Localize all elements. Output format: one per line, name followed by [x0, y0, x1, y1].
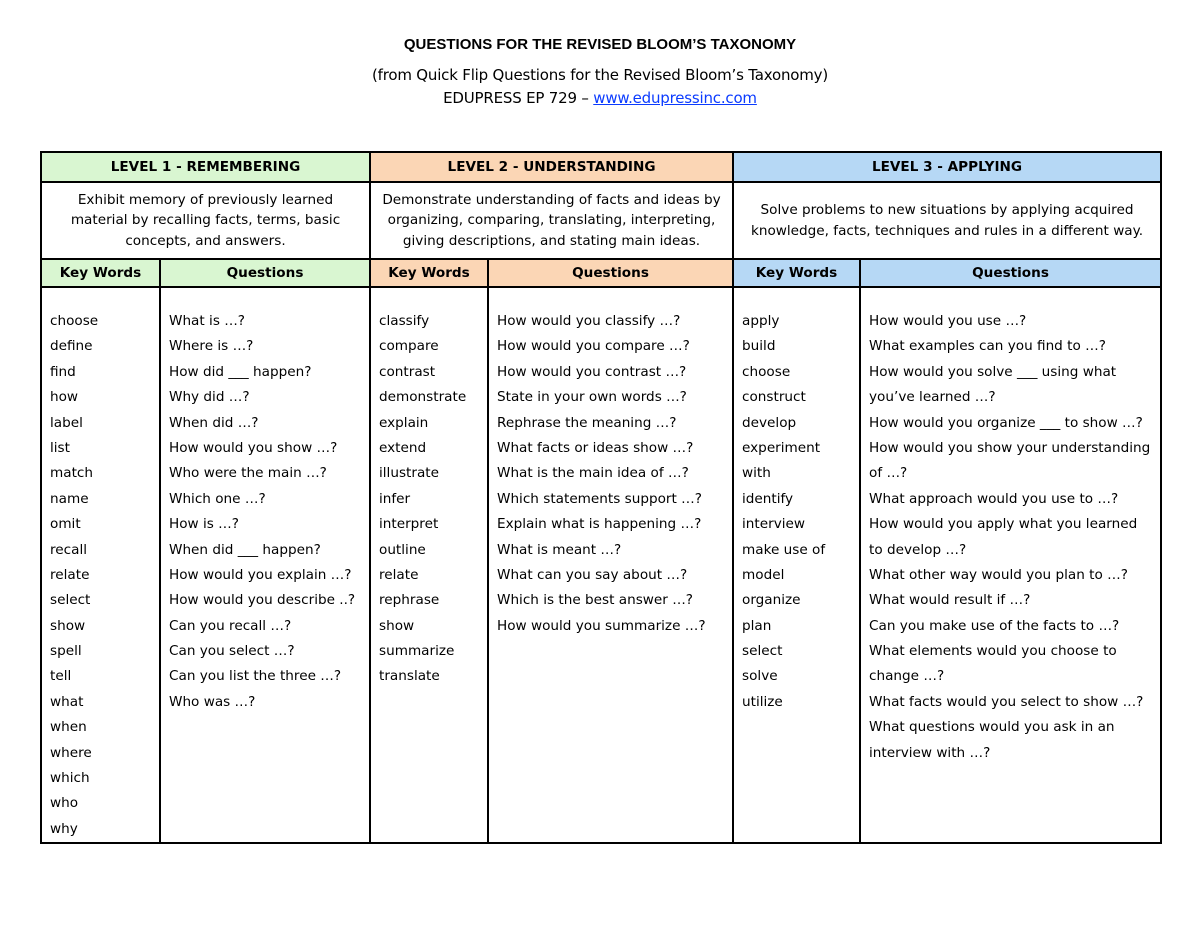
- key-word: solve: [742, 668, 778, 685]
- key-word: which: [50, 770, 90, 787]
- key-word: make use of: [742, 541, 826, 558]
- question: Which is the best answer …?: [497, 592, 694, 609]
- page-title: QUESTIONS FOR THE REVISED BLOOM’S TAXONOMY: [403, 36, 797, 53]
- key-word: summarize: [379, 643, 455, 660]
- key-word: tell: [50, 668, 72, 685]
- key-word: match: [50, 465, 93, 482]
- key-word: construct: [742, 389, 806, 406]
- level-1-questions-header: Questions: [160, 259, 370, 287]
- key-word: interview: [742, 516, 805, 533]
- key-word: show: [379, 617, 415, 634]
- level-2-description: Demonstrate understanding of facts and ideas by organizing, comparing, translating, interpreting, giving descriptions, and stating main ideas.: [370, 182, 733, 259]
- key-word: compare: [379, 338, 439, 355]
- level-2-key-words-list: [371, 288, 487, 690]
- question: you’ve learned …?: [869, 389, 996, 406]
- question: How would you organize ___ to show …?: [869, 414, 1143, 431]
- key-word: why: [50, 820, 78, 837]
- level-3-title: LEVEL 3 - APPLYING: [733, 152, 1161, 182]
- content-row: [41, 287, 1161, 843]
- question: What elements would you choose to: [869, 643, 1117, 660]
- question: Rephrase the meaning …?: [497, 414, 677, 431]
- question: How would you describe ..?: [169, 592, 356, 609]
- question: Can you make use of the facts to …?: [869, 617, 1120, 634]
- level-3-key-words-list: [734, 288, 859, 715]
- key-word: extend: [379, 439, 427, 456]
- question: How would you explain …?: [169, 566, 352, 583]
- level-2-key-words-cell: [370, 287, 488, 843]
- level-1-questions-cell: [160, 287, 370, 843]
- key-word: contrast: [379, 363, 436, 380]
- key-word: name: [50, 490, 89, 507]
- question: How would you show …?: [169, 439, 338, 456]
- question: Which statements support …?: [497, 490, 702, 507]
- key-word: choose: [50, 313, 99, 329]
- key-word: identify: [742, 490, 794, 507]
- level-1-key-words-header: Key Words: [41, 259, 160, 287]
- level-1-description: Exhibit memory of previously learned material by recalling facts, terms, basic concepts, and answers.: [41, 182, 370, 259]
- question: How would you show your understanding: [869, 439, 1151, 456]
- question: What would result if …?: [869, 592, 1031, 609]
- question: When did …?: [169, 414, 259, 431]
- question: What other way would you plan to …?: [869, 566, 1128, 583]
- level-3-key-words-header: Key Words: [733, 259, 860, 287]
- level-2-questions-header: Questions: [488, 259, 733, 287]
- question: How would you contrast …?: [497, 363, 687, 380]
- level-3-questions-cell: [860, 287, 1161, 843]
- key-word: what: [50, 693, 84, 710]
- question: What approach would you use to …?: [869, 490, 1119, 507]
- key-word: list: [50, 439, 70, 456]
- level-3-key-words-cell: [733, 287, 860, 843]
- level-2-questions-cell: [488, 287, 733, 843]
- key-word: translate: [379, 668, 440, 685]
- key-word: classify: [379, 313, 430, 329]
- publisher-label: EDUPRESS EP 729 –: [443, 89, 594, 107]
- key-word: organize: [742, 592, 801, 609]
- key-word: model: [742, 566, 785, 583]
- question: change …?: [869, 668, 945, 685]
- key-word: demonstrate: [379, 389, 467, 406]
- page-subtitle: (from Quick Flip Questions for the Revised Bloom’s Taxonomy): [371, 66, 829, 84]
- question: Can you list the three …?: [169, 668, 342, 685]
- level-3-questions-header: Questions: [860, 259, 1161, 287]
- question: What can you say about …?: [497, 566, 688, 583]
- question: Which one …?: [169, 490, 266, 507]
- question: What questions would you ask in an: [869, 719, 1115, 736]
- key-word: show: [50, 617, 86, 634]
- question: of …?: [869, 465, 908, 482]
- question: How is …?: [169, 516, 239, 533]
- key-word: how: [50, 389, 79, 406]
- level-1-questions-list: [161, 288, 369, 715]
- question: to develop …?: [869, 541, 967, 558]
- question: State in your own words …?: [497, 389, 687, 406]
- key-word: utilize: [742, 693, 783, 710]
- level-3-description: Solve problems to new situations by applying acquired knowledge, facts, techniques and rules in a different way.: [733, 182, 1161, 259]
- key-word: find: [50, 363, 76, 380]
- question: interview with …?: [869, 744, 991, 761]
- key-word: infer: [379, 490, 411, 507]
- question: How would you classify …?: [497, 313, 681, 329]
- question: Can you select …?: [169, 643, 295, 660]
- question: Why did …?: [169, 389, 250, 406]
- level-2-title: LEVEL 2 - UNDERSTANDING: [370, 152, 733, 182]
- question: Where is …?: [169, 338, 254, 355]
- key-word: rephrase: [379, 592, 440, 609]
- question: Who was …?: [169, 693, 256, 710]
- question: How did ___ happen?: [169, 363, 312, 380]
- level-1-title: LEVEL 1 - REMEMBERING: [41, 152, 370, 182]
- column-header-row: [41, 259, 1161, 287]
- question: How would you use …?: [869, 313, 1027, 329]
- key-word: relate: [379, 566, 419, 583]
- question: How would you solve ___ using what: [869, 363, 1117, 380]
- question: What facts would you select to show …?: [869, 693, 1144, 710]
- level-3-questions-list: [861, 288, 1160, 766]
- question: Explain what is happening …?: [497, 516, 702, 533]
- key-word: omit: [50, 516, 81, 533]
- question: Can you recall …?: [169, 617, 292, 634]
- question: What facts or ideas show …?: [497, 439, 694, 456]
- key-word: build: [742, 338, 776, 355]
- question: Who were the main …?: [169, 465, 327, 482]
- question: How would you summarize …?: [497, 617, 706, 634]
- key-word: choose: [742, 363, 791, 380]
- key-word: plan: [742, 617, 772, 634]
- level-description-row: [41, 182, 1161, 259]
- key-word: define: [50, 338, 93, 355]
- key-word: relate: [50, 566, 90, 583]
- level-2-key-words-header: Key Words: [370, 259, 488, 287]
- level-1-key-words-cell: [41, 287, 160, 843]
- key-word: where: [50, 744, 92, 761]
- key-word: select: [50, 592, 91, 609]
- key-word: develop: [742, 414, 797, 431]
- key-word: select: [742, 643, 783, 660]
- key-word: spell: [50, 643, 82, 660]
- level-title-row: [41, 152, 1161, 182]
- bloom-taxonomy-table: [40, 151, 1162, 844]
- key-word: outline: [379, 541, 426, 558]
- question: When did ___ happen?: [169, 541, 321, 558]
- question: What is the main idea of …?: [497, 465, 689, 482]
- key-word: label: [50, 414, 83, 431]
- question: How would you compare …?: [497, 338, 690, 355]
- publisher-line: [0, 89, 1200, 107]
- level-2-questions-list: [489, 288, 732, 639]
- question: What is …?: [169, 313, 246, 329]
- key-word: interpret: [379, 516, 439, 533]
- question: What is meant …?: [497, 541, 622, 558]
- key-word: apply: [742, 313, 780, 329]
- key-word: experiment: [742, 439, 821, 456]
- key-word: when: [50, 719, 87, 736]
- question: How would you apply what you learned: [869, 516, 1138, 533]
- level-1-key-words-list: [42, 288, 159, 842]
- publisher-link[interactable]: www.edupressinc.com: [593, 89, 757, 107]
- key-word: with: [742, 465, 771, 482]
- key-word: who: [50, 795, 79, 812]
- key-word: illustrate: [379, 465, 439, 482]
- key-word: explain: [379, 414, 429, 431]
- key-word: recall: [50, 541, 88, 558]
- question: What examples can you find to …?: [869, 338, 1106, 355]
